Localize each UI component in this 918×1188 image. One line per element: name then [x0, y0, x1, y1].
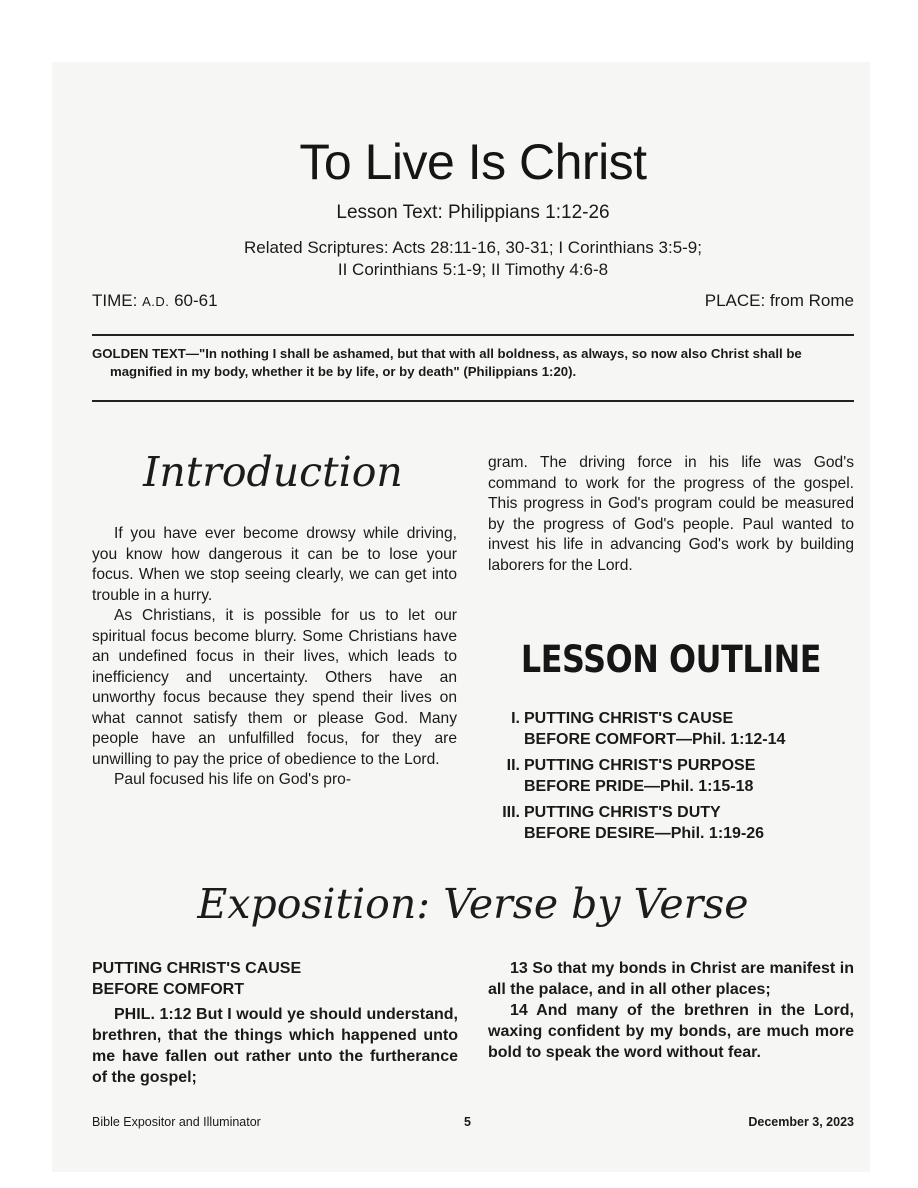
footer-page-number: 5 — [464, 1115, 471, 1129]
verse-column-left — [92, 1004, 458, 1088]
introduction-body — [92, 524, 457, 791]
bottom-divider — [92, 400, 854, 402]
place-info: PLACE: from Rome — [704, 291, 854, 310]
footer-publication: Bible Expositor and Illuminator — [92, 1115, 261, 1129]
time-label: TIME: — [92, 291, 143, 310]
outline-item-line-2: BEFORE DESIRE—Phil. 1:19-26 — [524, 825, 765, 842]
top-divider — [92, 334, 854, 336]
outline-item-line-1: PUTTING CHRIST'S CAUSE — [524, 710, 734, 727]
exposition-heading: Exposition: Verse by Verse — [197, 880, 749, 928]
introduction-paragraph-3-continued: gram. The driving force in his life was God's command to work for the progress of the gospel. This progress in God's program could be measured by the progress of God's people. Paul wanted to invest his life in advancing God's work by building laborers for the Lord. — [488, 454, 854, 574]
outline-item — [500, 708, 855, 750]
golden-text: GOLDEN TEXT—"In nothing I shall be ashamed, but that with all boldness, as always, so now also Christ shall be magnified in my body, whether it be by life, or by death" (Philippians 1:20). — [92, 346, 802, 379]
time-info — [92, 291, 218, 311]
introduction-paragraph-3: Paul focused his life on God's pro- — [114, 771, 352, 788]
related-scriptures-line-1: Related Scriptures: Acts 28:11-16, 30-31; I Corinthians 3:5-9; — [244, 238, 702, 257]
lesson-outline-heading: LESSON OUTLINE — [520, 638, 822, 681]
outline-item-number: I. — [511, 710, 520, 727]
related-scriptures-line-2: II Corinthians 5:1-9; II Timothy 4:6-8 — [337, 260, 609, 279]
outline-item-number: II. — [506, 757, 520, 774]
outline-item-line-1: PUTTING CHRIST'S PURPOSE — [524, 757, 756, 774]
introduction-paragraph-1: If you have ever become drowsy while driving, you know how dangerous it can be to lose your focus. When we stop seeing clearly, we can get into trouble in a hurry. — [92, 525, 457, 604]
verse-column-right — [488, 958, 854, 1063]
outline-item-line-2: BEFORE PRIDE—Phil. 1:15-18 — [524, 778, 754, 795]
lesson-outline-list — [500, 708, 855, 849]
verse-13: 13 So that my bonds in Christ are manifest in all the palace, and in all other places; — [488, 960, 854, 998]
exposition-subheading-line-2: BEFORE COMFORT — [92, 981, 244, 998]
introduction-heading: Introduction — [143, 448, 403, 496]
outline-item — [500, 755, 855, 797]
lesson-title: To Live Is Christ — [299, 134, 647, 190]
lesson-text-reference: Lesson Text: Philippians 1:12-26 — [336, 202, 610, 223]
introduction-paragraph-2: As Christians, it is possible for us to let our spiritual focus become blurry. Some Christians have an undefined focus in their lives, which leads to inefficiency and uncertainty. Others have an unworthy focus because they spend their lives on what cannot satisfy them or please God. Many people have an unfulfilled focus, for they are unwilling to pay the price of obedience to the Lord. — [92, 607, 457, 768]
footer-date: December 3, 2023 — [748, 1115, 854, 1129]
outline-item — [500, 802, 855, 844]
verse-12: PHIL. 1:12 But I would ye should understand, brethren, that the things which happened unto me have fallen out rather unto the furtherance of the gospel; — [92, 1006, 458, 1086]
time-era: A.D. — [142, 294, 170, 309]
verse-14: 14 And many of the brethren in the Lord, waxing confident by my bonds, are much more bold to speak the word without fear. — [488, 1002, 854, 1061]
time-value: 60-61 — [169, 291, 218, 310]
introduction-continued — [488, 453, 854, 576]
outline-item-line-2: BEFORE COMFORT—Phil. 1:12-14 — [524, 731, 786, 748]
exposition-subheading-line-1: PUTTING CHRIST'S CAUSE — [92, 960, 302, 977]
exposition-subheading — [92, 958, 392, 1000]
outline-item-number: III. — [502, 804, 520, 821]
related-scriptures — [92, 237, 854, 281]
outline-item-line-1: PUTTING CHRIST'S DUTY — [524, 804, 721, 821]
